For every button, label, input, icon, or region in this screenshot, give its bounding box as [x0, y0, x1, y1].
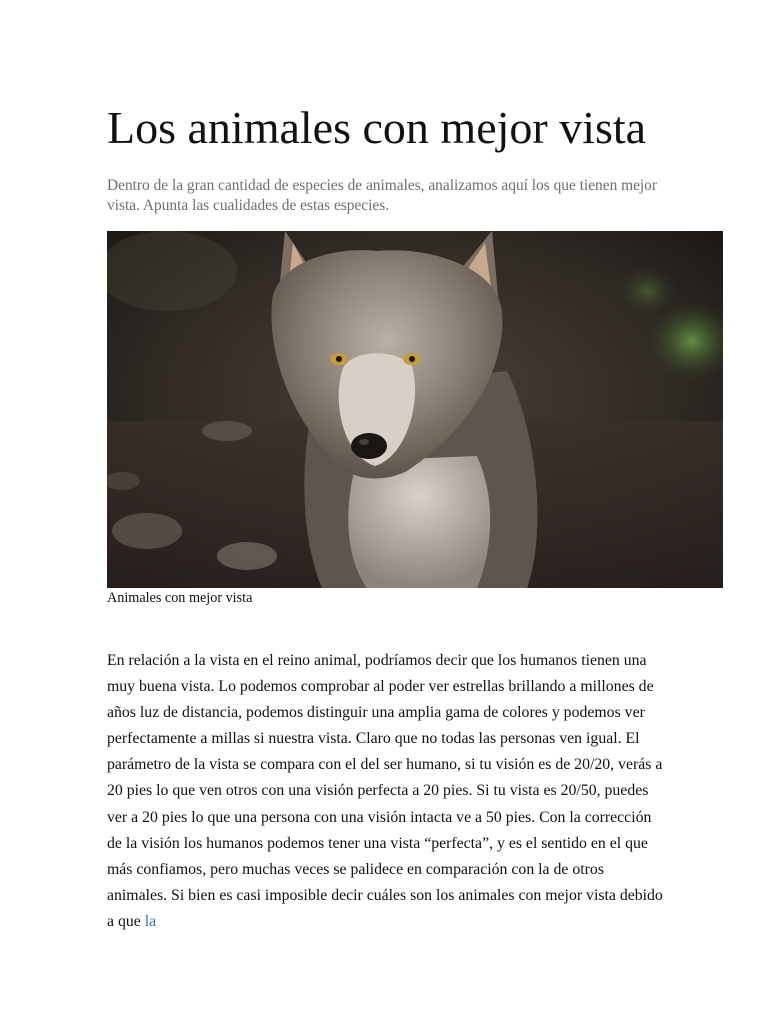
article-body: [107, 648, 667, 935]
inline-link[interactable]: la: [144, 912, 157, 930]
image-caption: Animales con mejor vista: [107, 590, 253, 606]
article-lead: Dentro de la gran cantidad de especies de animales, analizamos aquí los que tienen mejor vista. Apunta las cualidades de estas especies.: [107, 177, 658, 214]
wolf-photo: [107, 231, 723, 588]
article-title: Los animales con mejor vista: [107, 102, 647, 153]
body-paragraph: En relación a la vista en el reino animal, podríamos decir que los humanos tienen una muy buena vista. Lo podemos comprobar al poder ver estrellas brillando a millones de años luz de distancia, podemos distinguir una amplia gama de colores y podemos ver perfectamente a millas si nuestra vista. Claro que no todas las personas ven igual. El parámetro de la vista se compara con el del ser humano, si tu visión es de 20/20, verás a 20 pies lo que ven otros con una visión perfecta a 20 pies. Si tu vista es 20/50, puedes ver a 20 pies lo que una persona con una visión intacta ve a 50 pies. Con la corrección de la visión los humanos podemos tener una vista “perfecta”, y es el sentido en el que más confiamos, pero muchas veces se palidece en comparación con la de otros animales. Si bien es casi imposible decir cuáles son los animales con mejor vista debido a que: [107, 652, 663, 930]
